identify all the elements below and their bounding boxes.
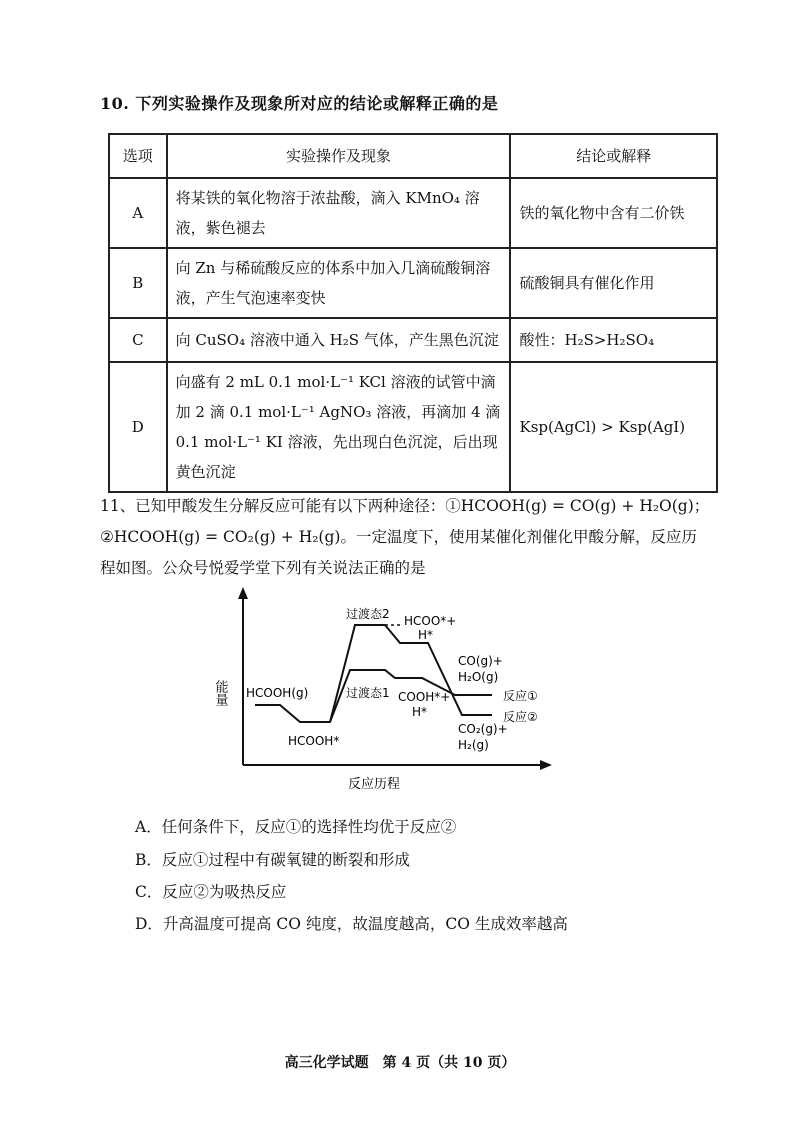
- row-operation: 向 CuSO₄ 溶液中通入 H₂S 气体，产生黑色沉淀: [167, 318, 511, 362]
- table-row: [109, 178, 717, 248]
- experiment-table: [108, 133, 718, 493]
- option-c: C．反应②为吸热反应: [135, 883, 287, 901]
- label-ts2: 过渡态2: [346, 607, 390, 621]
- table-row: [109, 362, 717, 492]
- option-a: A．任何条件下，反应①的选择性均优于反应②: [135, 818, 457, 836]
- row-conclusion: 硫酸铜具有催化作用: [510, 248, 717, 318]
- table-row: [109, 318, 717, 362]
- label-int2-line2: H*: [418, 628, 434, 642]
- question-11-stem-line1: 11、已知甲酸发生分解反应可能有以下两种途径：①HCOOH(g) = CO(g) + H₂O(g)；: [100, 497, 710, 515]
- row-conclusion: Ksp(AgCl) > Ksp(AgI): [510, 362, 717, 492]
- option-b: B．反应①过程中有碳氧键的断裂和形成: [135, 851, 410, 869]
- label-prod1-line2: H₂O(g): [458, 670, 499, 684]
- header-operation: 实验操作及现象: [167, 134, 511, 178]
- label-path1: 反应①: [503, 689, 538, 703]
- header-option: 选项: [109, 134, 167, 178]
- question-10-title: 10. 下列实验操作及现象所对应的结论或解释正确的是: [100, 94, 499, 113]
- label-int1-line1: COOH*+: [398, 690, 451, 704]
- row-conclusion: 铁的氧化物中含有二价铁: [510, 178, 717, 248]
- label-prod2-line2: H₂(g): [458, 738, 489, 752]
- row-conclusion: 酸性：H₂S>H₂SO₄: [510, 318, 717, 362]
- y-axis-arrow: [238, 587, 248, 599]
- label-path2: 反应②: [503, 710, 538, 724]
- table-header-row: [109, 134, 717, 178]
- label-ts1: 过渡态1: [346, 686, 390, 700]
- x-axis-label: 反应历程: [348, 777, 401, 792]
- page-footer: 高三化学试题 第 4 页（共 10 页）: [284, 1055, 516, 1071]
- row-operation: 向 Zn 与稀硫酸反应的体系中加入几滴硫酸铜溶液，产生气泡速率变快: [167, 248, 511, 318]
- row-option: C: [109, 318, 167, 362]
- row-operation: 向盛有 2 mL 0.1 mol·L⁻¹ KCl 溶液的试管中滴加 2 滴 0.1 mol·L⁻¹ AgNO₃ 溶液，再滴加 4 滴 0.1 mol·L⁻¹ KI 溶液，先出现白色沉淀，后出现黄色沉淀: [167, 362, 511, 492]
- label-reactant: HCOOH(g): [246, 686, 309, 700]
- option-d: D．升高温度可提高 CO 纯度，故温度越高，CO 生成效率越高: [135, 915, 568, 933]
- x-axis-arrow: [540, 760, 552, 770]
- label-int2-line1: HCOO*+: [404, 614, 457, 628]
- row-option: D: [109, 362, 167, 492]
- header-conclusion: 结论或解释: [510, 134, 717, 178]
- y-axis-label: 能量: [212, 680, 228, 706]
- label-prod2-line1: CO₂(g)+: [458, 722, 508, 736]
- label-prod1-line1: CO(g)+: [458, 654, 503, 668]
- row-option: B: [109, 248, 167, 318]
- label-int1-line2: H*: [412, 705, 428, 719]
- question-11-stem-line3: 程如图。公众号悦爱学堂下列有关说法正确的是: [100, 559, 426, 577]
- table-row: [109, 248, 717, 318]
- row-operation: 将某铁的氧化物溶于浓盐酸，滴入 KMnO₄ 溶液，紫色褪去: [167, 178, 511, 248]
- row-option: A: [109, 178, 167, 248]
- label-adsorbed: HCOOH*: [288, 734, 340, 748]
- energy-profile-diagram: [200, 585, 580, 800]
- question-11-stem-line2: ②HCOOH(g) = CO₂(g) + H₂(g)。一定温度下，使用某催化剂催化甲酸分解，反应历: [100, 528, 697, 546]
